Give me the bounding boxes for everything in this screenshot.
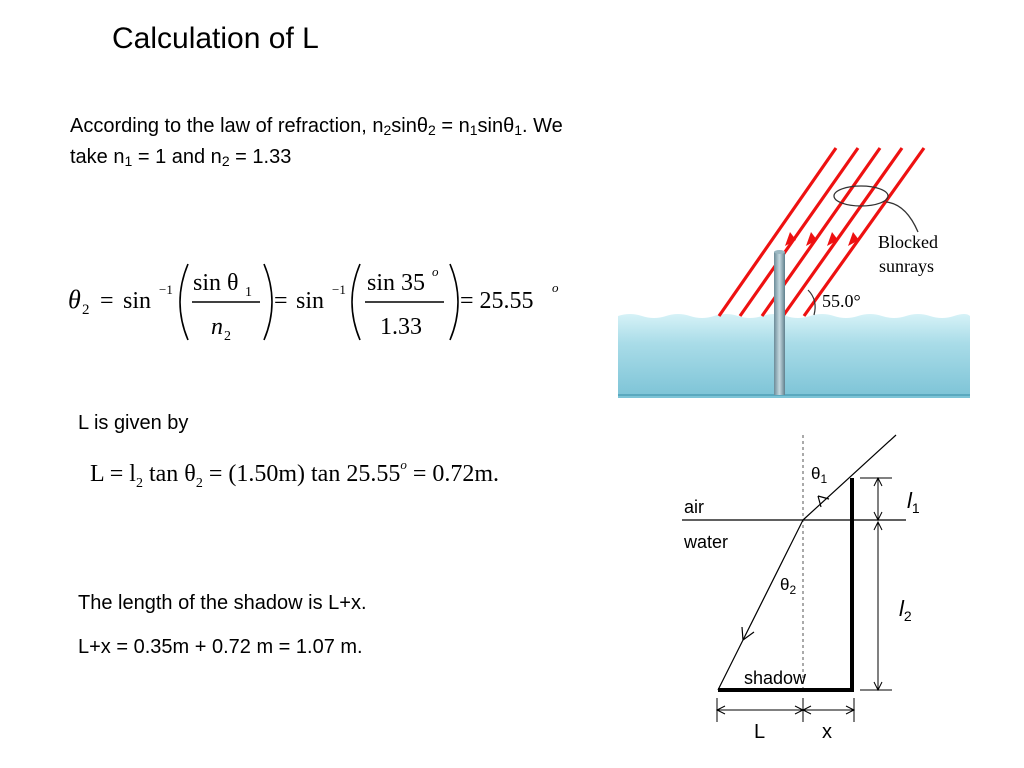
l-given-text: L is given by [78, 412, 189, 434]
text-run: sin [391, 115, 417, 137]
eq1-equals-2: = [274, 288, 288, 314]
eq1-num1: sin θ [193, 270, 239, 296]
eq1-den1: n [211, 314, 223, 340]
eq2-part4: = 0.72m. [406, 461, 500, 487]
theta2-sub: 2 [789, 583, 797, 597]
eq1-result-sup: o [552, 280, 559, 295]
water-body [618, 314, 970, 398]
paren-right-2 [450, 264, 458, 340]
leader-line [886, 202, 918, 232]
subscript: 2 [383, 122, 392, 138]
theta-symbol: θ [503, 115, 515, 137]
text-run: = 1 and n [132, 146, 222, 168]
eq2-part3: = (1.50m) tan 25.55 [202, 461, 401, 487]
sunrays-label: sunrays [879, 256, 934, 276]
text-run: . We take n [70, 115, 563, 168]
eq1-theta: θ [68, 285, 81, 314]
paren-left-2 [352, 264, 360, 340]
l1-symbol: l [907, 488, 912, 513]
theta1-label [811, 464, 827, 486]
eq1-equals: = [100, 288, 114, 314]
slide-title: Calculation of L [112, 22, 319, 55]
refracted-ray [718, 520, 803, 690]
theta-symbol: θ [416, 115, 428, 137]
l2-sub: 2 [903, 608, 912, 624]
eq1-result: = 25.55 [460, 288, 534, 314]
paren-left [180, 264, 188, 340]
paren-right [264, 264, 272, 340]
theta2-label [780, 575, 796, 597]
eq1-den2: 1.33 [380, 314, 422, 340]
eq2-sub2: 2 [195, 476, 203, 491]
subscript: 1 [124, 153, 133, 169]
shadow-length-text: The length of the shadow is L+x. [78, 592, 367, 614]
blocked-sunrays-illustration [618, 140, 970, 398]
text-run: = n [435, 115, 470, 137]
text-run: sin [477, 115, 504, 137]
eq1-den1-sub: 2 [224, 329, 231, 344]
water-label: water [684, 532, 729, 552]
shadow-label: shadow [744, 668, 807, 688]
l2-label [899, 596, 912, 624]
subscript: 1 [514, 122, 523, 138]
eq2-text [90, 457, 499, 491]
eq2-part1: L = l [90, 461, 136, 487]
theta2-symbol: θ [780, 575, 790, 594]
text-run: According to the law of refraction, n [70, 115, 384, 137]
angle-label: 55.0° [822, 291, 861, 311]
eq2-sub1: 2 [135, 476, 143, 491]
pole [774, 252, 785, 395]
subscript: 2 [428, 122, 436, 138]
blocked-rays-ellipse [834, 186, 888, 206]
theta1-sub: 1 [820, 472, 828, 486]
theta1-symbol: θ [811, 464, 821, 483]
air-label: air [684, 497, 705, 517]
l2-symbol: l [899, 596, 904, 621]
eq1-sin-2: sin [296, 288, 325, 314]
eq1-inv: −1 [159, 282, 173, 297]
eq2-sup: o [400, 457, 407, 472]
blocked-label: Blocked [878, 232, 938, 252]
x-label: x [822, 721, 832, 743]
eq1-inv-2: −1 [332, 282, 346, 297]
subscript: 2 [221, 153, 230, 169]
L-label: L [754, 721, 766, 743]
l1-label [907, 488, 920, 516]
sum-text: L+x = 0.35m + 0.72 m = 1.07 m. [78, 636, 363, 658]
l1-sub: 1 [911, 500, 920, 516]
eq1-num2: sin 35 [367, 270, 426, 296]
equation-theta2 [60, 252, 580, 352]
refraction-law-text [70, 111, 590, 173]
eq1-num1-sub: 1 [245, 285, 252, 300]
equation-L [86, 452, 576, 496]
subscript: 1 [469, 122, 478, 138]
refraction-geometry-diagram [660, 430, 940, 750]
pole-top [774, 250, 785, 254]
eq2-part2: tan θ [142, 461, 196, 487]
eq1-num2-sup: o [432, 264, 439, 279]
eq1-sin: sin [123, 288, 152, 314]
eq1-theta-sub: 2 [82, 302, 90, 318]
text-run: = 1.33 [229, 146, 292, 168]
